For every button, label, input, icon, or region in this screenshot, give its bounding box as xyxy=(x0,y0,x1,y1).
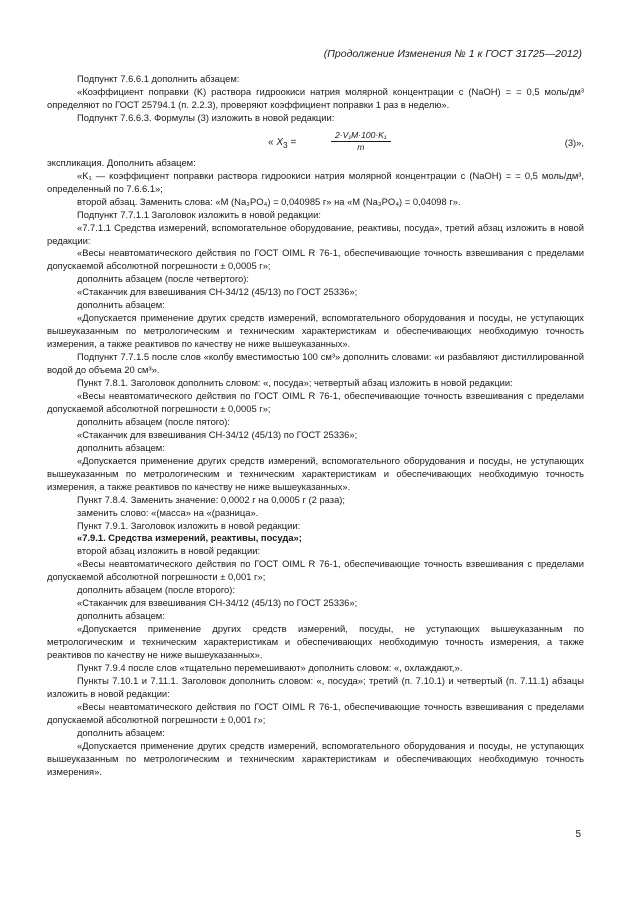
paragraph: «7.7.1.1 Средства измерений, вспомогательное оборудование, реактивы, посуда», третий абзац изложить в новой редакции: xyxy=(47,221,584,246)
paragraph: Пункт 7.9.4 после слов «тщательно перемешивают» дополнить словом: «, охлаждают,». xyxy=(77,661,463,673)
paragraph: второй абзац. Заменить слова: «M (Na₃PO₄) = 0,040985 г» на «M (Na₃PO₄) = 0,04098 г». xyxy=(77,195,461,207)
paragraph: «K₁ — коэффициент поправки раствора гидроокиси натрия молярной концентрации c (NaOH) = = 0,5 моль/дм³, определенный по 7.6.6.1»; xyxy=(47,169,584,194)
paragraph: Подпункт 7.7.1.5 после слов «колбу вместимостью 100 см³» дополнить словами: «и разбавляют дистиллированной водой до объема 20 см³». xyxy=(47,351,584,376)
paragraph: «Весы неавтоматического действия по ГОСТ OIML R 76-1, обеспечивающие точность взвешивания с пределами допускаемой абсолютной погрешности ± 0,0005 г»; xyxy=(47,247,584,272)
paragraph: Подпункт 7.6.6.1 дополнить абзацем: xyxy=(77,73,240,84)
paragraph: дополнить абзацем: xyxy=(77,299,165,311)
paragraph: дополнить абзацем: xyxy=(77,726,165,738)
paragraph: «Допускается применение других средств измерений, вспомогательного оборудования и посуды, не уступающих вышеуказанным по метрологическим и техническим характеристикам и обеспечивающих необходимую точность измерения, а также реактивов по качеству не ниже вышеуказанных». xyxy=(47,454,584,492)
paragraph: дополнить абзацем (после пятого): xyxy=(77,415,230,427)
paragraph: «Весы неавтоматического действия по ГОСТ OIML R 76-1, обеспечивающие точность взвешивания с пределами допускаемой абсолютной погрешности ± 0,0005 г»; xyxy=(47,389,584,414)
paragraph: «Допускается применение других средств измерений, вспомогательного оборудования и посуды, не уступающих вышеуказанным по метрологическим и техническим характеристикам и обеспечивающих необходимую точность измерения, а также реактивов по качеству не ниже вышеуказанных». xyxy=(47,312,584,350)
paragraph: заменить слово: «(масса» на «(разница». xyxy=(77,506,259,518)
formula-subscript: 3 xyxy=(283,139,288,150)
document-body xyxy=(47,73,584,779)
paragraph: «Стаканчик для взвешивания СН-34/12 (45/13) по ГОСТ 25336»; xyxy=(77,597,358,609)
paragraph: дополнить абзацем (после второго): xyxy=(77,584,236,596)
formula-equals: = xyxy=(290,136,297,148)
paragraph-heading: «7.9.1. Средства измерений, реактивы, посуда»; xyxy=(77,532,302,544)
page-header: (Продолжение Изменения № 1 к ГОСТ 31725—2012) xyxy=(323,48,582,60)
paragraph: второй абзац изложить в новой редакции: xyxy=(77,545,261,557)
paragraph: Подпункт 7.6.6.3. Формулы (3) изложить в новой редакции: xyxy=(77,111,335,123)
formula-denominator: m xyxy=(357,141,365,152)
formula-open-quote: « xyxy=(268,136,274,148)
formula-number: (3)», xyxy=(564,136,584,148)
formula-numerator: 2·V₁M·100·K₁ xyxy=(331,129,391,142)
paragraph: «Допускается применение других средств измерений, вспомогательного оборудования и посуды, не уступающих вышеуказанным по метрологическим и техническим характеристикам и обеспечивающих необходимую точность измерения». xyxy=(47,739,584,777)
paragraph: «Весы неавтоматического действия по ГОСТ OIML R 76-1, обеспечивающие точность взвешивания с пределами допускаемой абсолютной погрешности ± 0,001 г»; xyxy=(47,558,584,583)
formula-variable: X xyxy=(276,136,284,148)
formula-3 xyxy=(47,129,584,155)
paragraph: «Стаканчик для взвешивания СН-34/12 (45/13) по ГОСТ 25336»; xyxy=(77,428,358,440)
formula-fraction xyxy=(331,129,391,153)
paragraph: «Весы неавтоматического действия по ГОСТ OIML R 76-1, обеспечивающие точность взвешивания с пределами допускаемой абсолютной погрешности ± 0,001 г»; xyxy=(47,700,584,725)
page-number: 5 xyxy=(575,829,581,840)
paragraph: Пункт 7.9.1. Заголовок изложить в новой редакции: xyxy=(77,519,301,531)
paragraph: дополнить абзацем: xyxy=(77,441,165,453)
paragraph: экспликация. Дополнить абзацем: xyxy=(47,156,196,168)
paragraph: дополнить абзацем (после четвертого): xyxy=(77,273,249,285)
paragraph: Пункты 7.10.1 и 7.11.1. Заголовок дополнить словом: «, посуда»; третий (п. 7.10.1) и четвертый (п. 7.11.1) абзацы изложить в новой редакции: xyxy=(47,674,584,699)
paragraph: Пункт 7.8.4. Заменить значение: 0,0002 г на 0,0005 г (2 раза); xyxy=(77,493,346,505)
paragraph: «Стаканчик для взвешивания СН-34/12 (45/13) по ГОСТ 25336»; xyxy=(77,286,358,298)
paragraph: Пункт 7.8.1. Заголовок дополнить словом: «, посуда»; четвертый абзац изложить в новой редакции: xyxy=(77,377,513,389)
paragraph: Подпункт 7.7.1.1 Заголовок изложить в новой редакции: xyxy=(77,208,321,220)
paragraph: «Допускается применение других средств измерений, посуды, не уступающих вышеуказанным по метрологическим и техническим характеристикам и обеспечивающих необходимую точность измерения, а также реактивов по качеству не ниже вышеуказанных». xyxy=(47,623,584,661)
paragraph: дополнить абзацем: xyxy=(77,610,165,622)
paragraph: «Коэффициент поправки (K) раствора гидроокиси натрия молярной концентрации c (NaOH) = = 0,5 моль/дм³ определяют по ГОСТ 25794.1 (п. 2.2.3), проверяют коэффициент поправки 1 раз в неделю». xyxy=(47,85,584,110)
